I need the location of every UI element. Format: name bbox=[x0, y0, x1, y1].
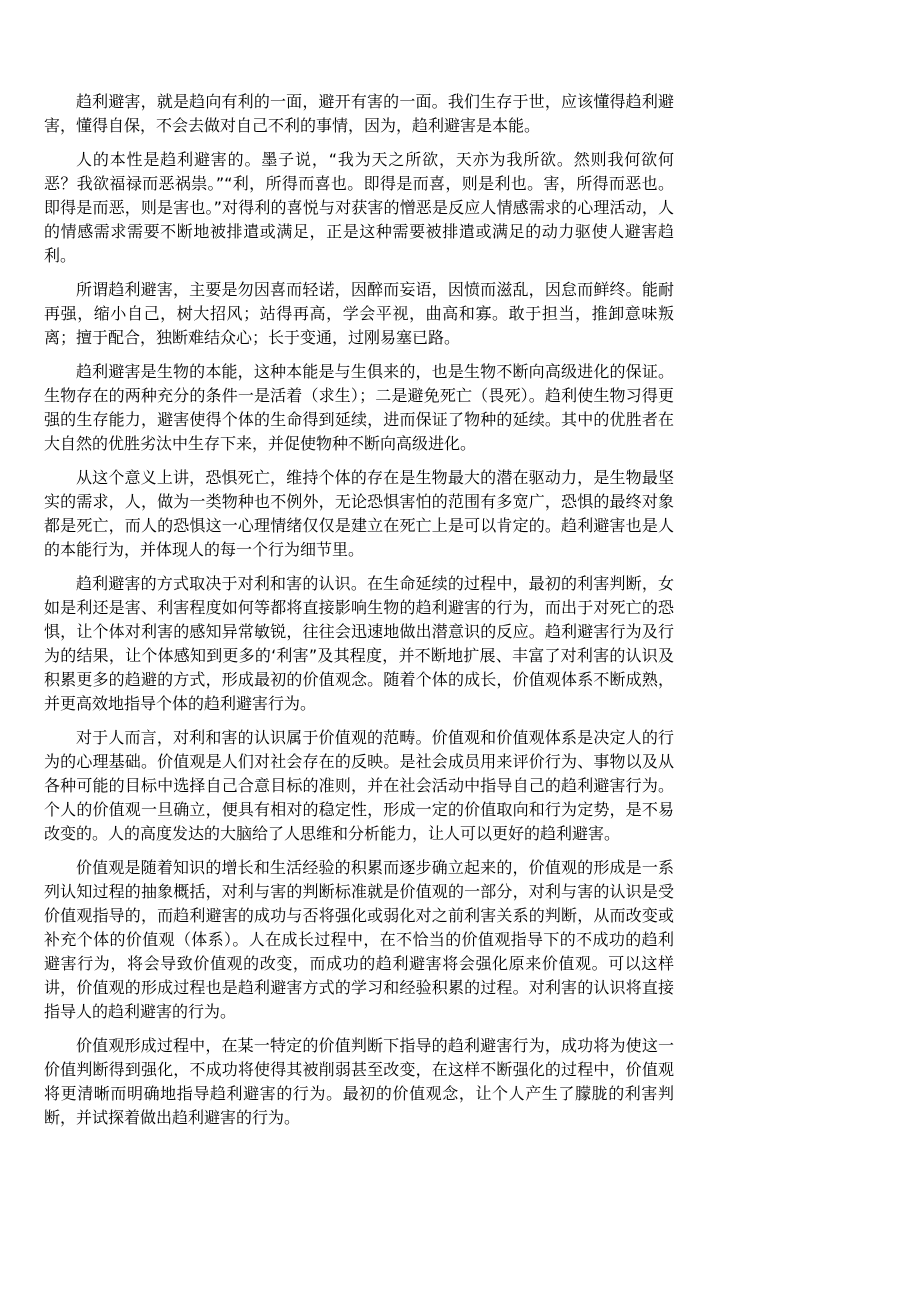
paragraph: 价值观是随着知识的增长和生活经验的积累而逐步确立起来的，价值观的形成是一系列认知过程的抽象概括，对利与害的判断标准就是价值观的一部分，对利与害的认识是受价值观指导的，而趋利避害的成功与否将强化或弱化对之前利害关系的判断，从而改变或补充个体的价值观（体系）。人在成长过程中，在不恰当的价值观指导下的不成功的趋利避害行为，将会导致价值观的改变，而成功的趋利避害将会强化原来价值观。可以这样讲，价值观的形成过程也是趋利避害方式的学习和经验积累的过程。对利害的认识将直接指导人的趋利避害的行为。 bbox=[44, 858, 674, 1021]
paragraph: 趋利避害的方式取决于对利和害的认识。在生命延续的过程中，最初的利害判断，女如是利还是害、利害程度如何等都将直接影响生物的趋利避害的行为，而出于对死亡的恐惧，让个体对利害的感知异常敏锐，往往会迅速地做出潜意识的反应。趋利避害行为及行为的结果，让个体感知到更多的‘利害”及其程度，并不断地扩展、丰富了对利害的认识及积累更多的趋避的方式，形成最初的价值观念。随着个体的成长，价值观体系不断成熟，并更高效地指导个体的趋利避害行为。 bbox=[44, 574, 674, 713]
paragraph: 人的本性是趋利避害的。墨子说，“我为天之所欲，天亦为我所欲。然则我何欲何恶？我欲福禄而恶祸祟。”“利，所得而喜也。即得是而喜，则是利也。害，所得而恶也。即得是而恶，则是害也。”对得利的喜悦与对获害的憎恶是反应人情感需求的心理活动，人的情感需求需要不断地被排遣或满足，正是这种需要被排遣或满足的动力驱使人避害趋利。 bbox=[44, 150, 674, 265]
paragraph: 价值观形成过程中，在某一特定的价值判断下指导的趋利避害行为，成功将为使这一价值判断得到强化，不成功将使得其被削弱甚至改变，在这样不断强化的过程中，价值观将更清晰而明确地指导趋利避害的行为。最初的价值观念，让个人产生了朦胧的利害判断，并试探着做出趋利避害的行为。 bbox=[44, 1036, 674, 1127]
document-body bbox=[44, 90, 674, 1140]
paragraph: 从这个意义上讲，恐惧死亡，维持个体的存在是生物最大的潜在驱动力，是生物最坚实的需求，人，做为一类物种也不例外，无论恐惧害怕的范围有多宽广，恐惧的最终对象都是死亡，而人的恐惧这一心理情绪仅仅是建立在死亡上是可以肯定的。趋利避害也是人的本能行为，并体现人的每一个行为细节里。 bbox=[44, 468, 674, 559]
paragraph: 对于人而言，对利和害的认识属于价值观的范畴。价值观和价值观体系是决定人的行为的心理基础。价值观是人们对社会存在的反映。是社会成员用来评价行为、事物以及从各种可能的目标中选择自己合意目标的准则，并在社会活动中指导自己的趋利避害行为。个人的价值观一旦确立，便具有相对的稳定性，形成一定的价值取向和行为定势，是不易改变的。人的高度发达的大脑给了人思维和分析能力，让人可以更好的趋利避害。 bbox=[44, 728, 674, 843]
paragraph: 趋利避害，就是趋向有利的一面，避开有害的一面。我们生存于世，应该懂得趋利避害，懂得自保，不会去做对自己不利的事情，因为，趋利避害是本能。 bbox=[44, 92, 674, 135]
paragraph: 所谓趋利避害，主要是勿因喜而轻诺，因醉而妄语，因愤而滋乱，因怠而鲜终。能耐再强，缩小自己，树大招风；站得再高，学会平视，曲高和寡。敢于担当，推卸意味叛离；擅于配合，独断难结众心；长于变通，过刚易塞已路。 bbox=[44, 280, 674, 347]
paragraph: 趋利避害是生物的本能，这种本能是与生俱来的，也是生物不断向高级进化的保证。生物存在的两种充分的条件一是活着（求生）；二是避免死亡（畏死）。趋利使生物习得更强的生存能力，避害使得个体的生命得到延续，进而保证了物种的延续。其中的优胜者在大自然的优胜劣汰中生存下来，并促使物种不断向高级进化。 bbox=[44, 362, 674, 453]
